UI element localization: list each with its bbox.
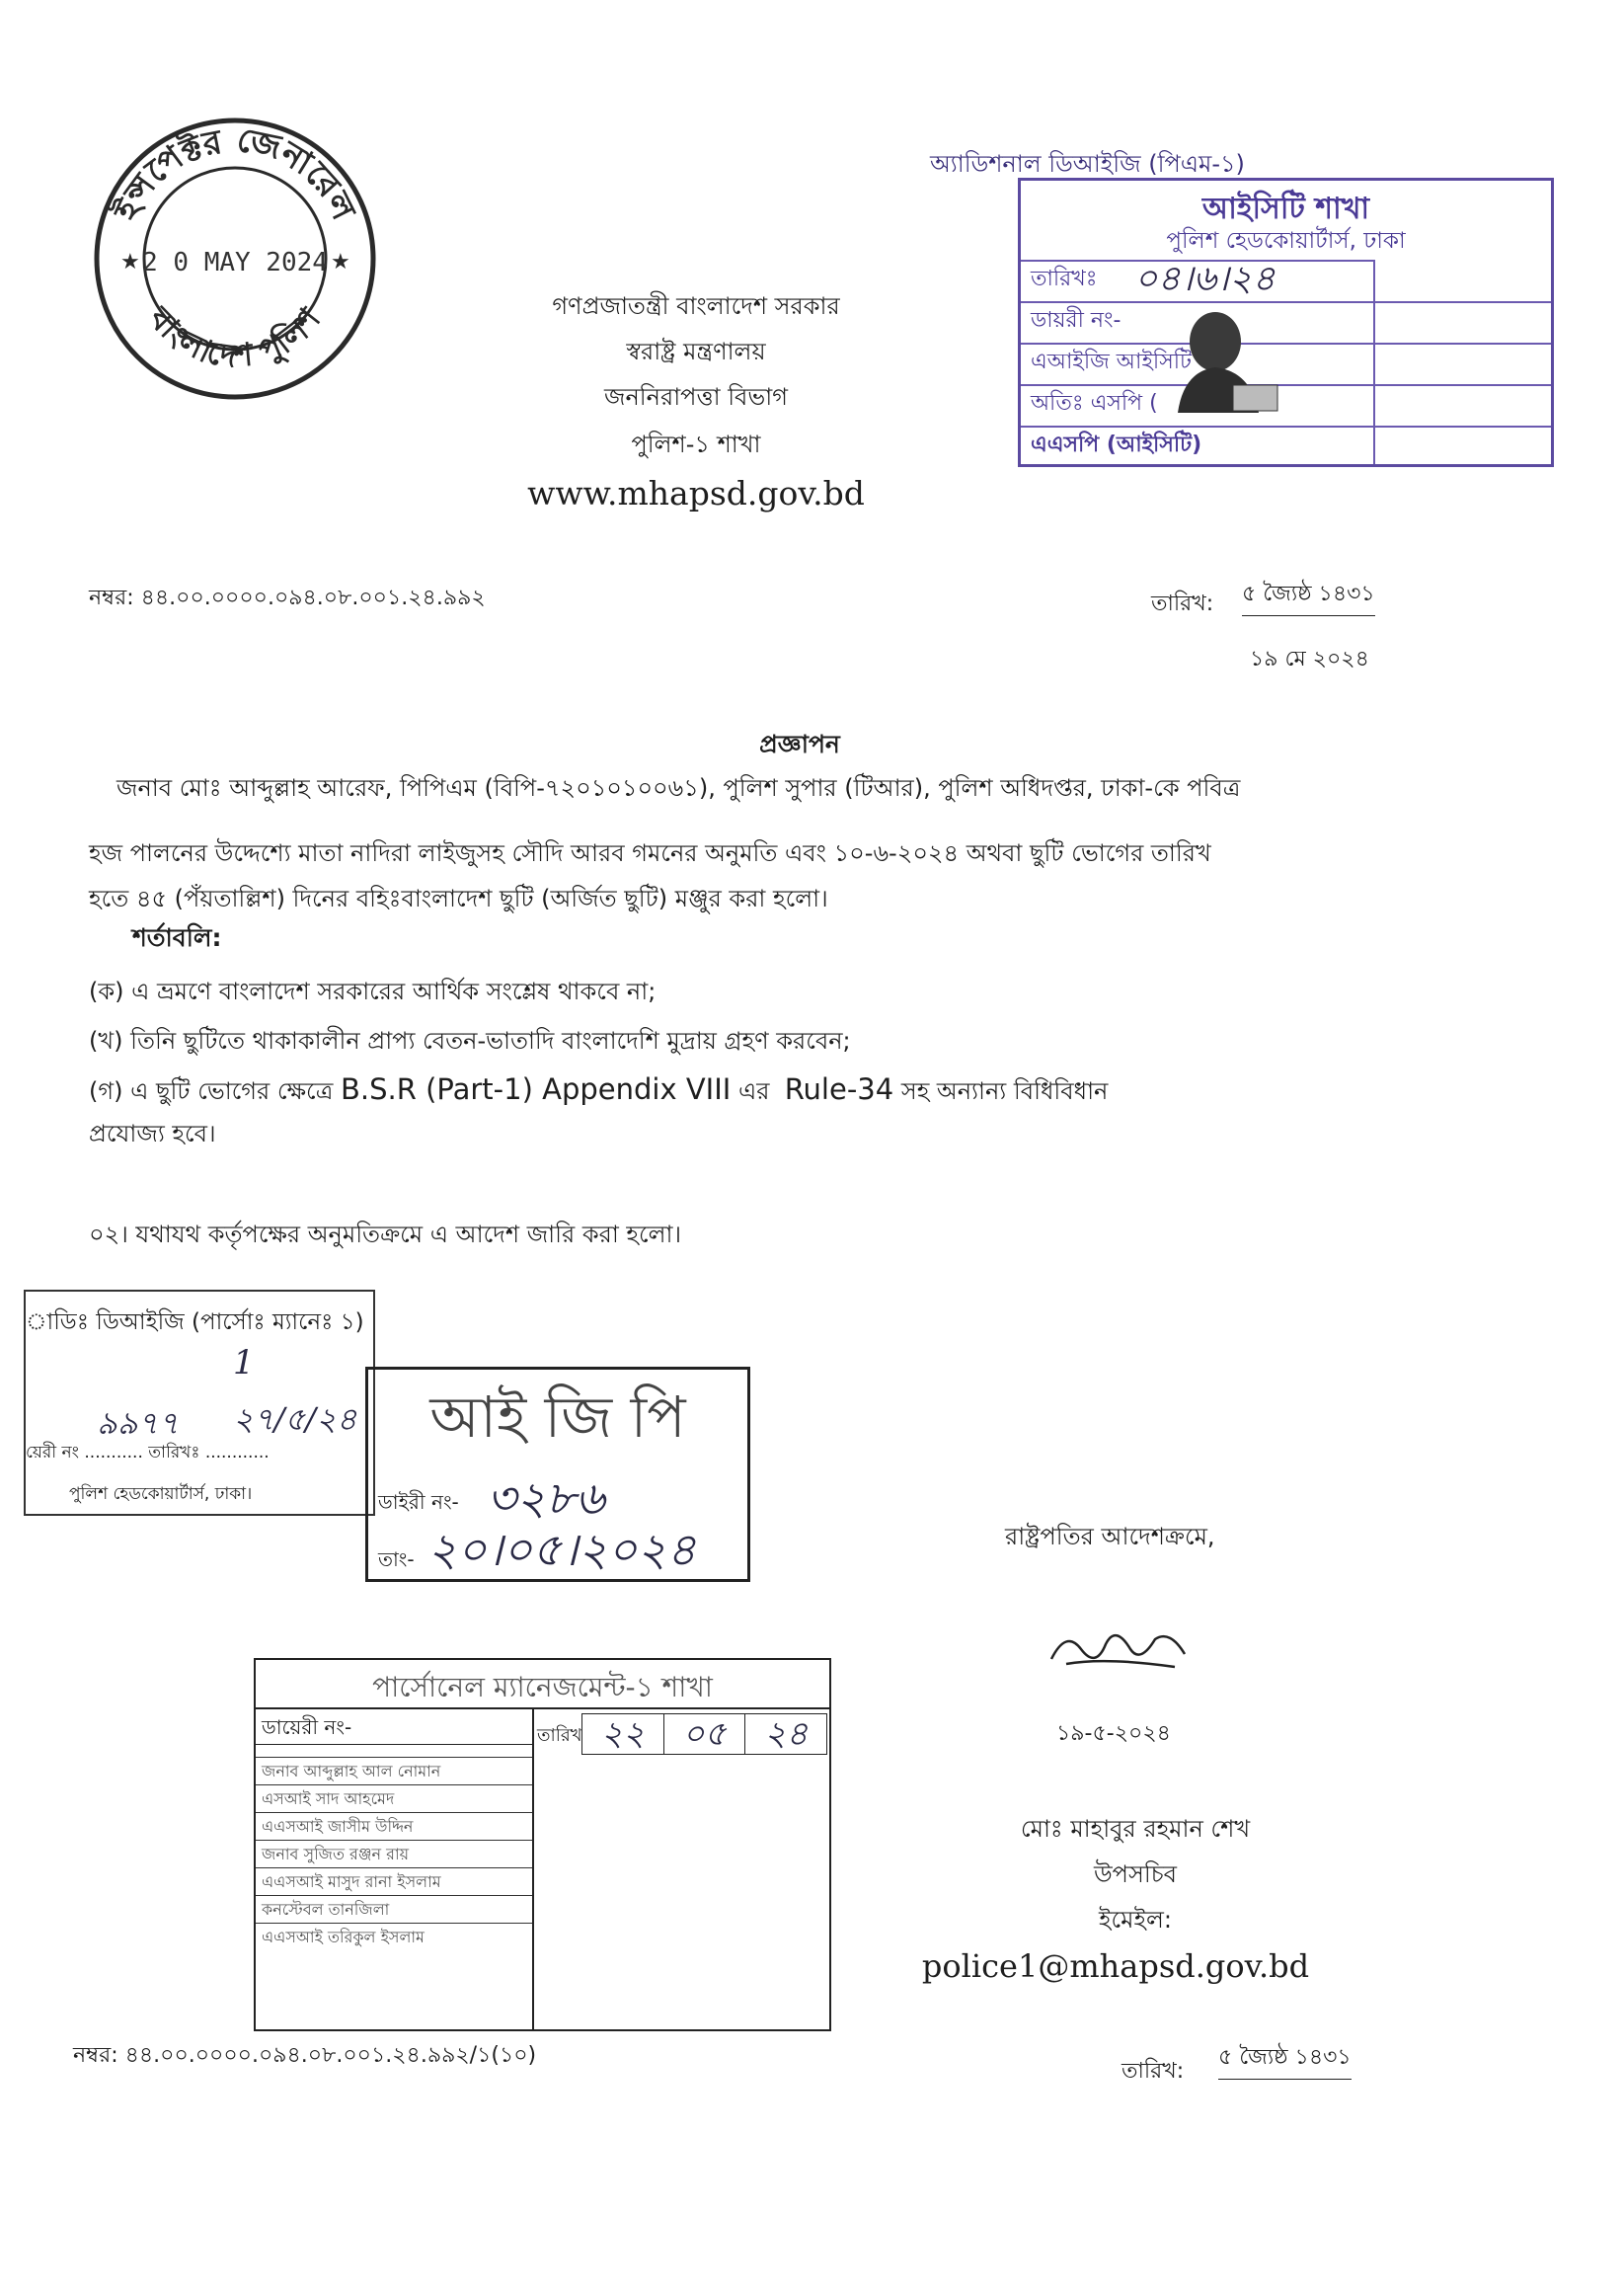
condition-kha: (খ) তিনি ছুটিতে থাকাকালীন প্রাপ্য বেতন-ভাতাদি বাংলাদেশি মুদ্রায় গ্রহণ করবেন; <box>89 1027 851 1055</box>
ict-branch-stamp <box>1018 178 1554 467</box>
ict-row-diary: ডায়রী নং- <box>1021 301 1373 337</box>
condition-ga-line2: প্রযোজ্য হবে। <box>89 1120 216 1147</box>
header-division: জননিরাপত্তা বিভাগ <box>604 383 788 411</box>
signatory-designation: উপসচিব <box>1093 1860 1178 1888</box>
dig-hand-date: ২৭/৫/২৪ <box>233 1400 357 1438</box>
dig-hand-diary: ৯৯৭৭ <box>97 1404 180 1442</box>
ig-seal <box>87 111 383 407</box>
email-label: ইমেইল: <box>1099 1906 1172 1934</box>
para-02: ০২। যথাযথ কর্তৃপক্ষের অনুমতিক্রমে এ আদেশ জারি করা হলো। <box>89 1221 682 1248</box>
personnel-management-stamp <box>254 1658 831 2031</box>
header-branch: পুলিশ-১ শাখা <box>631 431 761 458</box>
pm-date-day: ২২ <box>582 1714 664 1754</box>
by-order-of-president: রাষ্ট্রপতির আদেশক্রমে, <box>1005 1523 1215 1550</box>
ict-date-handwritten: ০৪।৬।২৪ <box>1134 259 1276 299</box>
ict-row-addl-sp: অতিঃ এসপি ( <box>1021 384 1373 420</box>
footer-date-bangla: ৫ জ্যৈষ্ঠ ১৪৩১ <box>1218 2040 1352 2080</box>
igp-diary-value: ৩২৮৬ <box>487 1471 605 1525</box>
dig-hand-number: 1 <box>233 1343 255 1382</box>
notice-heading: প্রজ্ঞাপন <box>759 730 840 758</box>
igp-date-label: তাং- <box>378 1547 415 1571</box>
condition-ka: (ক) এ ভ্রমণে বাংলাদেশ সরকারের আর্থিক সংশ্লেষ থাকবে না; <box>89 978 657 1005</box>
footer-memo-number: নম্বর: ৪৪.০০.০০০০.০৯৪.০৮.০০১.২৪.৯৯২/১(১০) <box>73 2043 537 2068</box>
memo-number: নম্বর: ৪৪.০০.০০০০.০৯৪.০৮.০০১.২৪.৯৯২ <box>89 586 486 610</box>
svg-text:ইন্সপেক্টর জেনারেল <box>106 119 364 227</box>
pm-date-month: ০৫ <box>664 1714 746 1754</box>
seal-date: 2 0 MAY 2024 <box>142 248 328 277</box>
seal-top-text: ইন্সপেক্টর জেনারেল <box>106 119 364 227</box>
portrait-stamp <box>1164 294 1282 413</box>
dig-footer: পুলিশ হেডকোয়ার্টার্স, ঢাকা। <box>69 1484 253 1504</box>
notice-para-line3: হতে ৪৫ (পঁয়তাল্লিশ) দিনের বহিঃবাংলাদেশ ছুটি (অর্জিত ছুটি) মঞ্জুর করা হলো। <box>89 885 828 912</box>
pm-diary-label: ডায়েরী নং- <box>256 1709 532 1745</box>
pm-row-3: এএসআই জাসীম উদ্দিন <box>256 1812 532 1840</box>
svg-text:★: ★ <box>331 250 350 275</box>
dig-pm-stamp <box>24 1290 375 1516</box>
igp-diary-label: ডাইরী নং- <box>378 1490 459 1514</box>
pm-date-cells <box>581 1713 827 1755</box>
seal-bottom-text: বাংলাদেশ পুলিশ <box>141 299 329 375</box>
date-gregorian: ১৯ মে ২০২৪ <box>1250 647 1369 672</box>
condition-ga: (গ) এ ছুটি ভোগের ক্ষেত্রে B.S.R (Part-1) Appendix VIII এর Rule-34 সহ অন্যান্য বিধিবিধান <box>89 1072 1109 1106</box>
signature-date: ১৯-৫-২০২৪ <box>1056 1721 1171 1746</box>
signatory-name: মোঃ মাহাবুর রহমান শেখ <box>1020 1815 1251 1843</box>
igp-title: আই জি পি <box>429 1383 686 1451</box>
signature-scribble <box>1046 1620 1195 1679</box>
notice-para-line2: হজ পালনের উদ্দেশ্যে মাতা নাদিরা লাইজুসহ সৌদি আরব গমনের অনুমতি এবং ১০-৬-২০২৪ অথবা ছুটি ভোগের তারিখ <box>89 839 1211 867</box>
email-address[interactable]: police1@mhapsd.gov.bd <box>921 1947 1310 1985</box>
addl-dig-note: অ্যাডিশনাল ডিআইজি (পিএম-১) <box>930 150 1245 178</box>
ict-row-aig: এআইজি আইসিটি <box>1021 343 1373 378</box>
date-label: তারিখ: <box>1151 592 1214 616</box>
pm-date-year: ২৪ <box>764 1714 809 1754</box>
ict-row-asp: এএসপি (আইসিটি) <box>1021 426 1373 461</box>
dig-stamp-title: াডিঃ ডিআইজি (পার্সোঃ ম্যানেঃ ১) <box>26 1309 364 1335</box>
pm-stamp-title: পার্সোনেল ম্যানেজমেন্ট-১ শাখা <box>372 1671 713 1703</box>
ict-stamp-title: আইসিটি শাখা <box>1201 192 1370 226</box>
header-website[interactable]: www.mhapsd.gov.bd <box>527 474 865 513</box>
header-govt: গণপ্রজাতন্ত্রী বাংলাদেশ সরকার <box>552 292 840 320</box>
dig-diary-row: য়েরী নং ........... তারিখঃ ............ <box>26 1443 270 1462</box>
igp-stamp <box>365 1367 750 1582</box>
svg-text:বাংলাদেশ পুলিশ <box>141 299 329 375</box>
pm-row-4: জনাব সুজিত রঞ্জন রায় <box>256 1840 532 1867</box>
date-bangla: ৫ জ্যৈষ্ঠ ১৪৩১ <box>1242 577 1375 616</box>
header-ministry: স্বরাষ্ট্র মন্ত্রণালয় <box>626 338 766 365</box>
notice-para-line1: জনাব মোঃ আব্দুল্লাহ আরেফ, পিপিএম (বিপি-৭২০১০১০০৬১), পুলিশ সুপার (টিআর), পুলিশ অধিদপ্তর, ঢাকা-কে পবিত্র <box>116 774 1241 802</box>
ict-row-date: তারিখঃ <box>1021 260 1373 295</box>
pm-row-7: এএসআই তরিকুল ইসলাম <box>256 1923 532 1950</box>
pm-row-1: জনাব আব্দুল্লাহ আল নোমান <box>256 1757 532 1784</box>
pm-date-label: তারিখ <box>537 1725 582 1746</box>
footer-date-label: তারিখ: <box>1121 2059 1185 2084</box>
pm-row-6: কনস্টেবল তানজিলা <box>256 1895 532 1923</box>
ict-stamp-subtitle: পুলিশ হেডকোয়ার্টার্স, ঢাকা <box>1166 228 1406 254</box>
svg-text:★: ★ <box>120 250 140 275</box>
conditions-heading: শর্তাবলি: <box>132 923 222 952</box>
pm-row-5: এএসআই মাসুদ রানা ইসলাম <box>256 1867 532 1895</box>
igp-date-value: ২০।০৫।২০২৪ <box>427 1523 697 1576</box>
pm-row-2: এসআই সাদ আহমেদ <box>256 1784 532 1812</box>
